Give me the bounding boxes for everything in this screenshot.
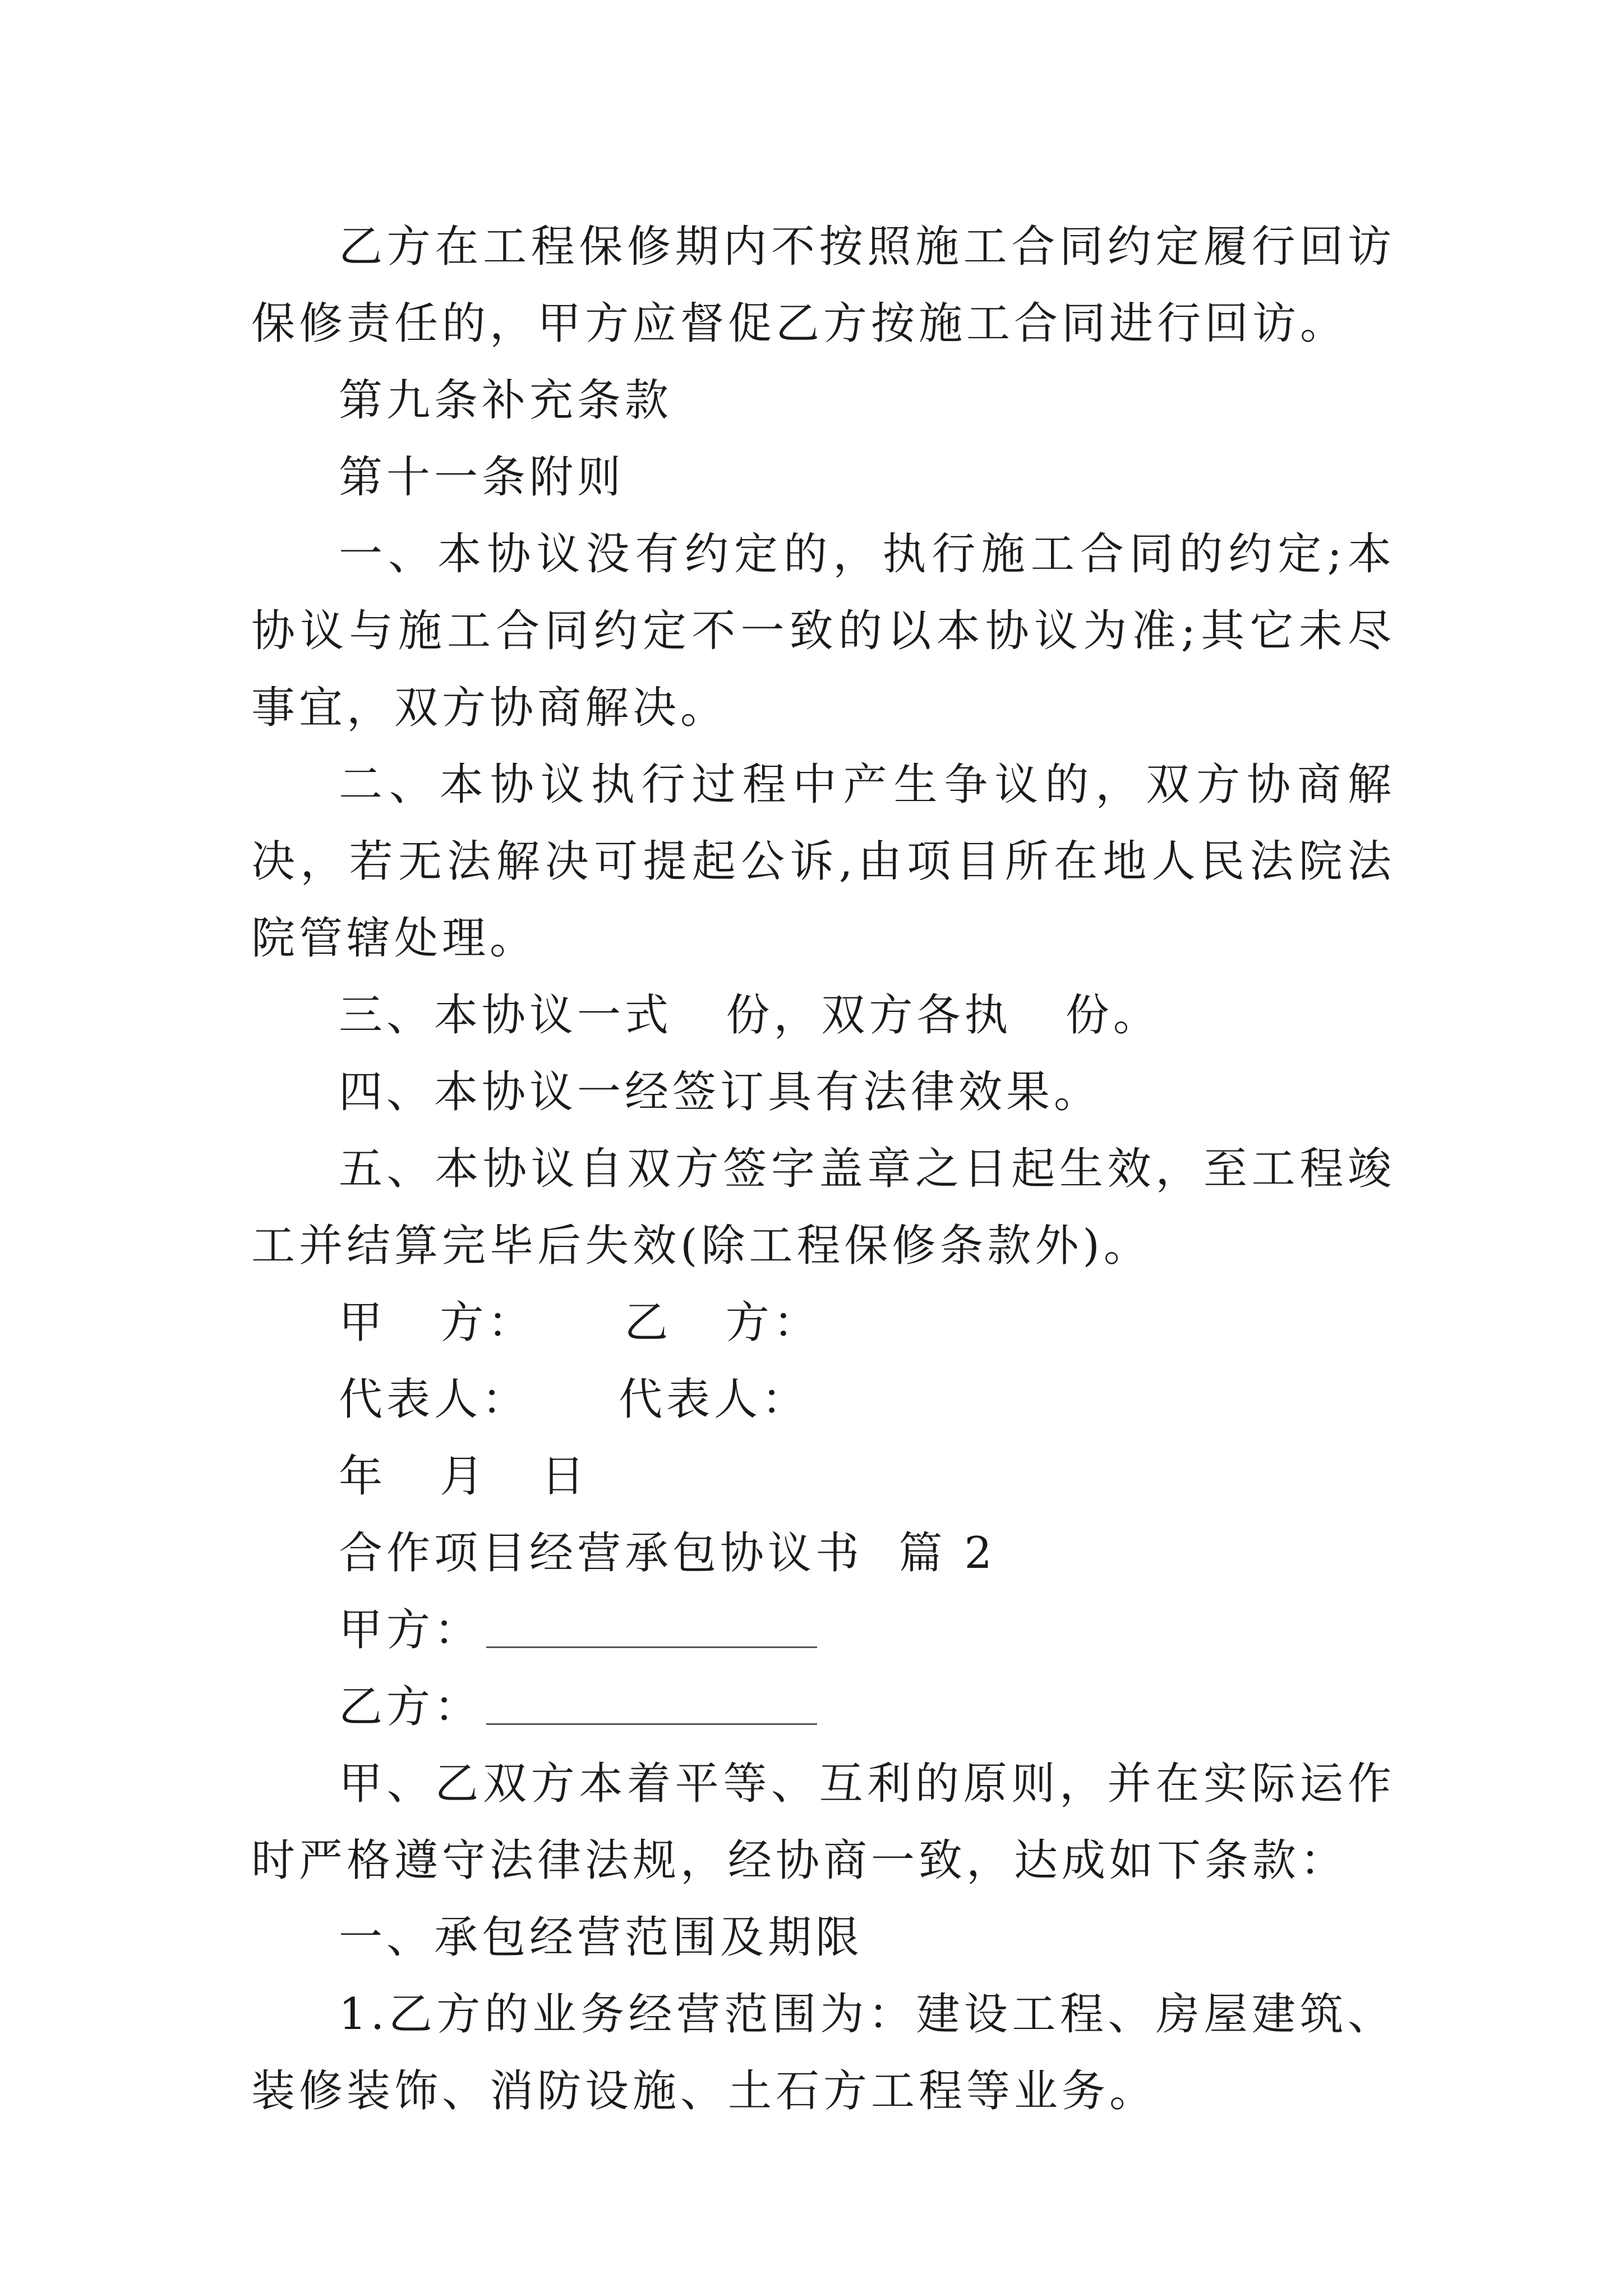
clause-five: 五、本协议自双方签字盖章之日起生效，至工程竣工并结算完毕后失效(除工程保修条款外)。	[251, 1144, 1395, 1271]
party-signature-line: 甲 方： 乙 方：	[339, 1297, 821, 1348]
date-line: 年 月 日	[339, 1451, 589, 1502]
representative-signature-line: 代表人： 代表人：	[339, 1374, 809, 1425]
party-a-blank-field	[486, 1644, 817, 1648]
scope-item-one: 1.乙方的业务经营范围为：建设工程、房屋建筑、装修装饰、消防设施、土石方工程等业务。	[251, 1989, 1395, 2116]
clause-one: 一、本协议没有约定的，执行施工合同的约定;本协议与施工合同约定不一致的以本协议为准;其它未尽事宜，双方协商解决。	[251, 529, 1395, 733]
clause-three: 三、本协议一式 份，双方各执 份。	[339, 990, 1161, 1041]
article-nine-heading: 第九条补充条款	[339, 375, 673, 426]
article-eleven-heading: 第十一条附则	[339, 452, 625, 503]
section-two-title: 合作项目经营承包协议书 篇 2	[339, 1528, 997, 1579]
party-b-label: 乙方：	[339, 1682, 482, 1732]
party-a-label: 甲方：	[339, 1605, 482, 1655]
party-b-line	[251, 1669, 1395, 1746]
clause-four: 四、本协议一经签订具有法律效果。	[339, 1067, 1102, 1117]
document-body	[251, 209, 1395, 2130]
party-b-blank-field	[486, 1721, 817, 1725]
scope-heading: 一、承包经营范围及期限	[339, 1912, 864, 1963]
clause-two: 二、本协议执行过程中产生争议的，双方协商解决，若无法解决可提起公诉,由项目所在地人民法院法院管辖处理。	[251, 760, 1395, 964]
party-a-line	[251, 1592, 1395, 1669]
paragraph-warranty-visit: 乙方在工程保修期内不按照施工合同约定履行回访保修责任的，甲方应督促乙方按施工合同进行回访。	[251, 222, 1395, 349]
preamble-paragraph: 甲、乙双方本着平等、互利的原则，并在实际运作时严格遵守法律法规，经协商一致，达成如下条款：	[251, 1759, 1395, 1886]
